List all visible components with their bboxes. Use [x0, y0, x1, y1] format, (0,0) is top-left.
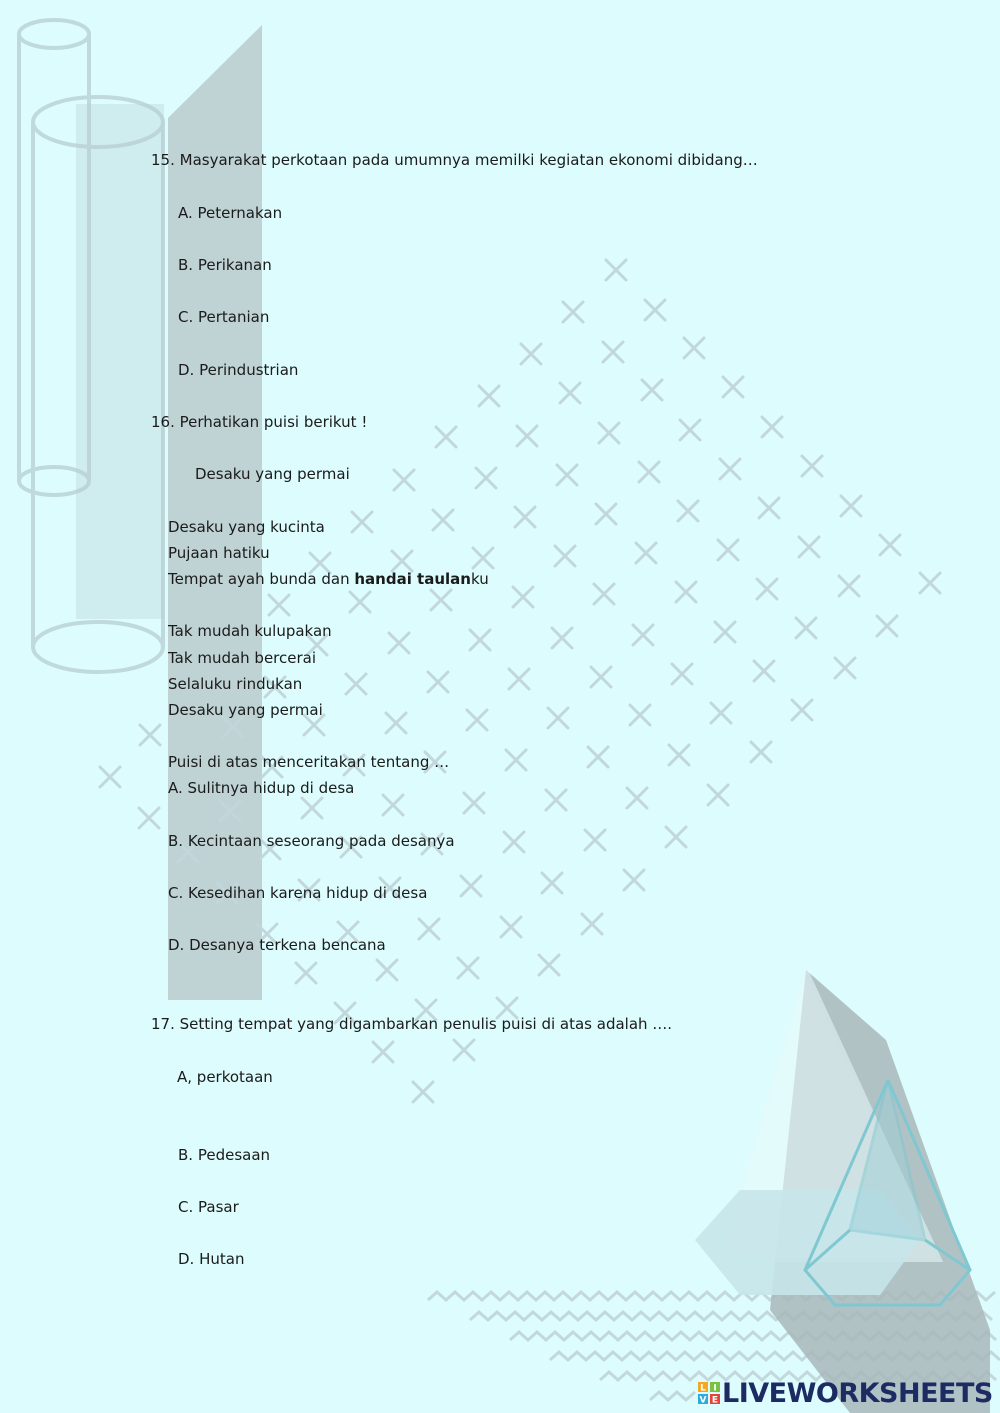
poem-line: Selaluku rindukan [168, 675, 303, 693]
poem-title: Desaku yang permai [195, 465, 350, 483]
zigzag-line [650, 1392, 695, 1400]
poem-line-text: Tempat ayah bunda dan [168, 570, 355, 588]
badge-letter-i: I [713, 1383, 717, 1394]
poem-line-suffix: ku [470, 570, 489, 588]
poem-line: Pujaan hatiku [168, 544, 270, 562]
brand-name: LIVEWORKSHEETS [722, 1377, 993, 1409]
poem-line: Desaku yang kucinta [168, 518, 325, 536]
liveworksheets-logo[interactable] [698, 1378, 993, 1408]
poem-line: Desaku yang permai [168, 701, 323, 719]
question-15-option-d[interactable]: D. Perindustrian [178, 361, 299, 379]
question-16-stem: 16. Perhatikan puisi berikut ! [151, 413, 368, 431]
question-15-option-b[interactable]: B. Perikanan [178, 256, 272, 274]
question-15-stem: 15. Masyarakat perkotaan pada umumnya memilki kegiatan ekonomi dibidang… [151, 151, 758, 169]
badge-letter-v: V [699, 1395, 707, 1404]
question-17-stem: 17. Setting tempat yang digambarkan penulis puisi di atas adalah …. [151, 1015, 673, 1033]
question-17-option-d[interactable]: D. Hutan [178, 1250, 245, 1268]
question-17-option-a[interactable]: A, perkotaan [177, 1068, 273, 1086]
badge-letter-l: L [700, 1383, 706, 1394]
question-17-option-c[interactable]: C. Pasar [178, 1198, 239, 1216]
question-17-option-b[interactable]: B. Pedesaan [178, 1146, 271, 1164]
question-15-option-a[interactable]: A. Peternakan [178, 204, 283, 222]
question-16-option-a[interactable]: A. Sulitnya hidup di desa [168, 779, 355, 797]
poem-line: Tak mudah bercerai [168, 649, 317, 667]
poem-bold-phrase: handai taulan [354, 570, 471, 588]
question-15-option-c[interactable]: C. Pertanian [178, 308, 270, 326]
liveworksheets-badge-icon [698, 1382, 720, 1404]
poem-line: Tak mudah kulupakan [168, 622, 332, 640]
question-16-option-c[interactable]: C. Kesedihan karena hidup di desa [168, 884, 428, 902]
poem-line [168, 569, 489, 589]
question-16-prompt: Puisi di atas menceritakan tentang … [168, 753, 450, 771]
question-16-option-b[interactable]: B. Kecintaan seseorang pada desanya [168, 832, 455, 850]
question-16-option-d[interactable]: D. Desanya terkena bencana [168, 936, 386, 954]
badge-letter-e: E [711, 1395, 719, 1404]
